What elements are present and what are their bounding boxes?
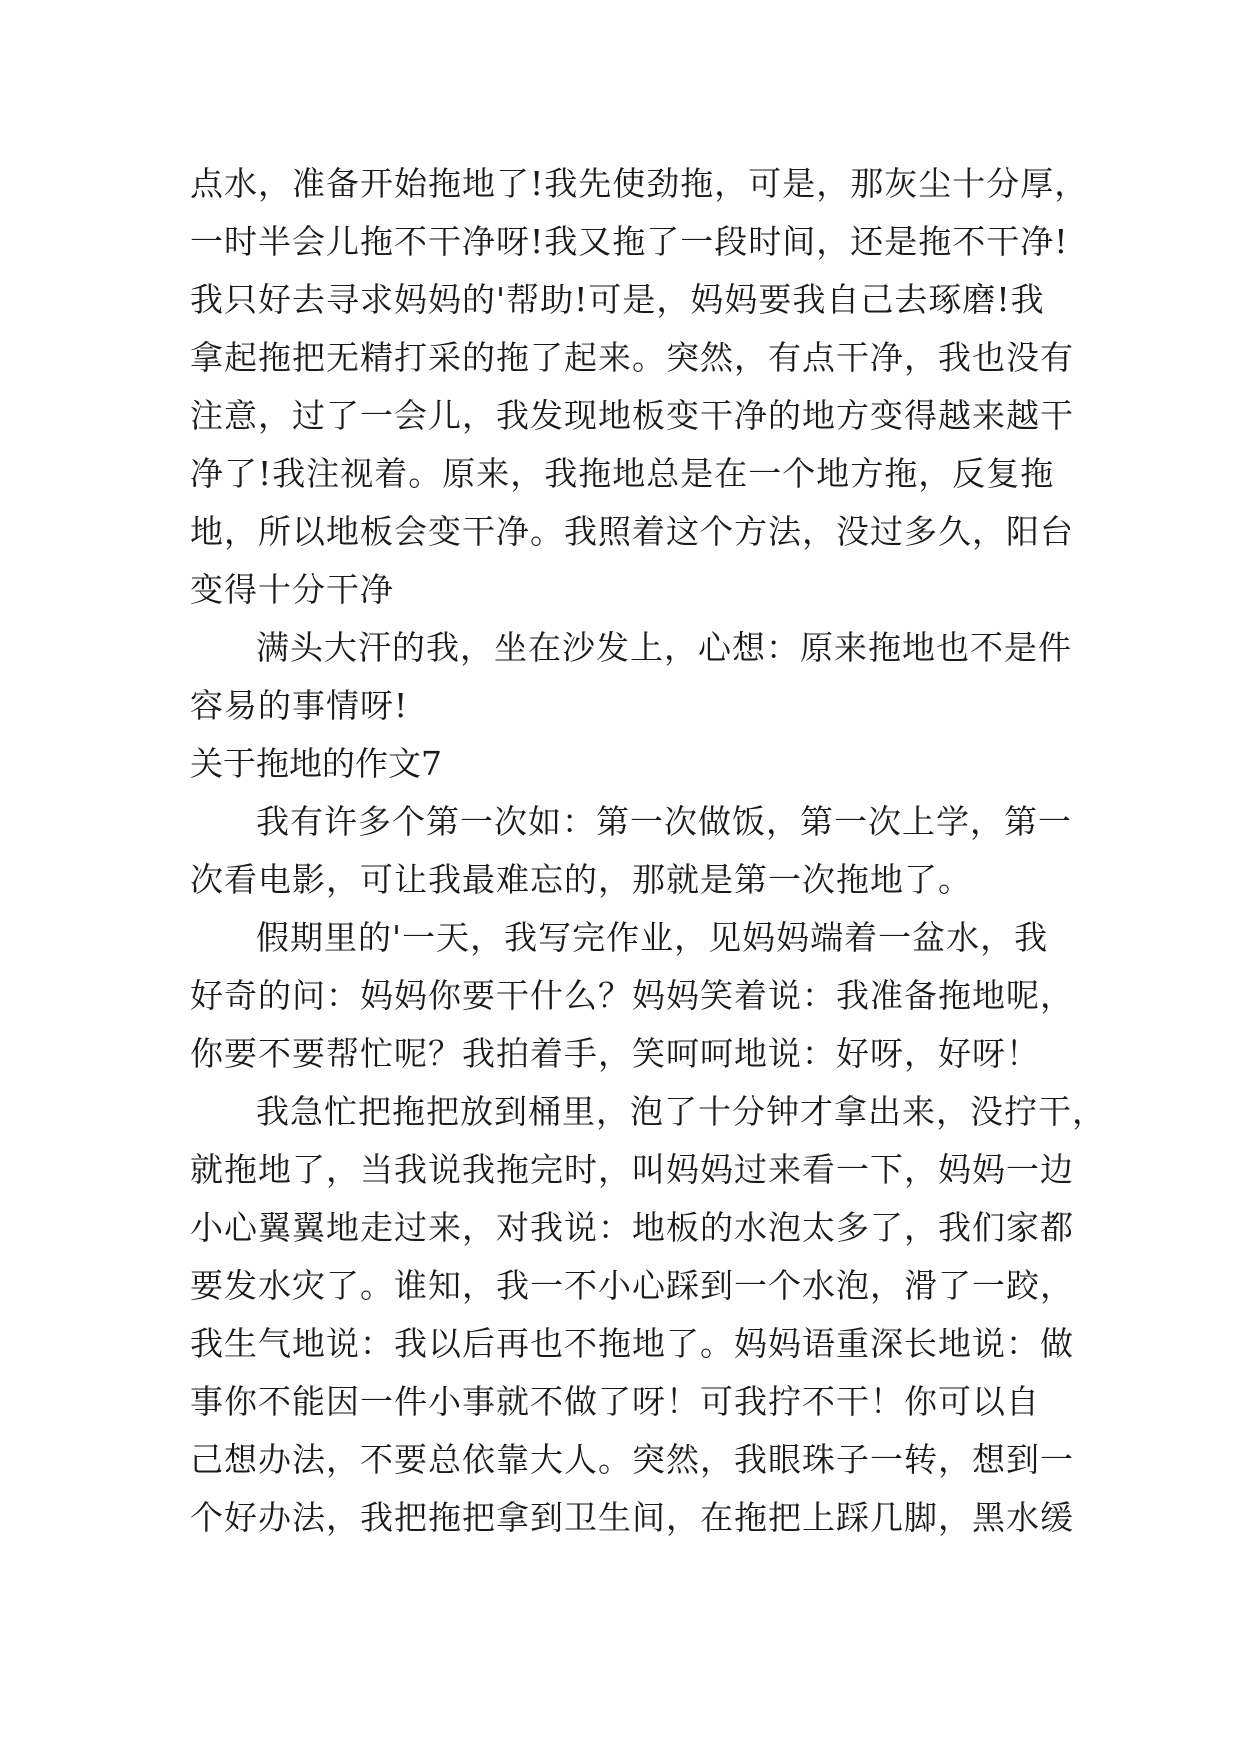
paragraph-first-line: 假期里的'一天，我写完作业，见妈妈端着一盆水，我 xyxy=(256,918,1049,957)
text-line: 注意，过了一会儿，我发现地板变干净的地方变得越来越干 xyxy=(190,396,1074,435)
document-body xyxy=(190,155,1106,1547)
text-line: 拿起拖把无精打采的拖了起来。突然，有点干净，我也没有 xyxy=(190,338,1074,377)
paragraph-first-line: 我急忙把拖把放到桶里，泡了十分钟才拿出来，没拧干， xyxy=(256,1092,1106,1131)
paragraph-first-line: 满头大汗的我，坐在沙发上，心想：原来拖地也不是件 xyxy=(256,628,1072,667)
text-line: 个好办法，我把拖把拿到卫生间，在拖把上踩几脚，黑水缓 xyxy=(190,1498,1074,1537)
text-line: 你要不要帮忙呢？我拍着手，笑呵呵地说：好呀，好呀！ xyxy=(190,1034,1040,1073)
text-line: 我只好去寻求妈妈的'帮助!可是，妈妈要我自己去琢磨!我 xyxy=(190,280,1045,319)
text-line: 容易的事情呀! xyxy=(190,686,409,725)
paragraph-first-line: 我有许多个第一次如：第一次做饭，第一次上学，第一 xyxy=(256,802,1072,841)
text-line: 事你不能因一件小事就不做了呀！可我拧不干！你可以自 xyxy=(190,1382,1040,1421)
text-line: 净了!我注视着。原来，我拖地总是在一个地方拖，反复拖 xyxy=(190,454,1055,493)
text-line: 地，所以地板会变干净。我照着这个方法，没过多久，阳台 xyxy=(190,512,1074,551)
section-heading: 关于拖地的作文7 xyxy=(190,744,442,783)
text-line: 一时半会儿拖不干净呀!我又拖了一段时间，还是拖不干净! xyxy=(190,222,1069,261)
text-line: 要发水灾了。谁知，我一不小心踩到一个水泡，滑了一跤， xyxy=(190,1266,1074,1305)
text-line: 己想办法，不要总依靠大人。突然，我眼珠子一转，想到一 xyxy=(190,1440,1074,1479)
text-line: 小心翼翼地走过来，对我说：地板的水泡太多了，我们家都 xyxy=(190,1208,1074,1247)
text-line: 变得十分干净 xyxy=(190,570,394,609)
text-line: 次看电影，可让我最难忘的，那就是第一次拖地了。 xyxy=(190,860,972,899)
text-line: 我生气地说：我以后再也不拖地了。妈妈语重深长地说：做 xyxy=(190,1324,1074,1363)
text-line: 点水，准备开始拖地了!我先使劲拖，可是，那灰尘十分厚， xyxy=(190,164,1089,203)
text-line: 就拖地了，当我说我拖完时，叫妈妈过来看一下，妈妈一边 xyxy=(190,1150,1074,1189)
text-line: 好奇的问：妈妈你要干什么？妈妈笑着说：我准备拖地呢， xyxy=(190,976,1074,1015)
